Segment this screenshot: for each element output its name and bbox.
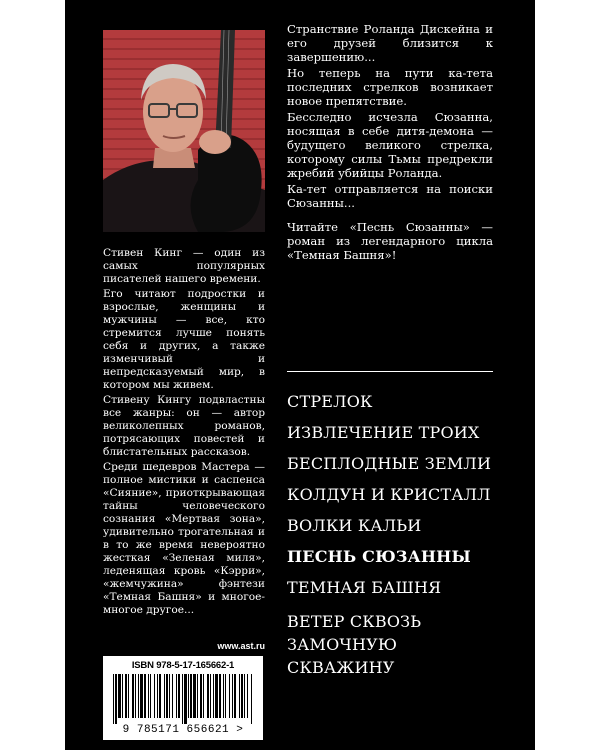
bio-paragraph: Стивен Кинг — один из самых популярных писателей нашего времени. xyxy=(103,247,265,285)
isbn-barcode xyxy=(103,656,263,740)
series-list xyxy=(287,393,517,679)
author-photo xyxy=(103,30,265,232)
series-item: КОЛДУН И КРИСТАЛЛ xyxy=(287,485,491,504)
series-item-line: СКВАЖИНУ xyxy=(287,658,395,677)
annotation-paragraph: Бесследно исчезла Сюзанна, носящая в себе дитя-демона — будущего великого стрелка, которому силы Тьмы предрекли жребий убийцы Роланда. xyxy=(287,110,493,180)
series-item-current: ПЕСНЬ СЮЗАННЫ xyxy=(287,547,471,566)
series-item: БЕСПЛОДНЫЕ ЗЕМЛИ xyxy=(287,454,492,473)
series-item-line: ЗАМОЧНУЮ xyxy=(287,635,398,654)
isbn-label: ISBN 978-5-17-165662-1 xyxy=(131,660,235,671)
series-item: ТЕМНАЯ БАШНЯ xyxy=(287,578,442,597)
annotation-paragraph: Странствие Роланда Дискейна и его друзей близится к завершению... xyxy=(287,22,493,64)
annotation-closing: Читайте «Песнь Сюзанны» — роман из легендарного цикла «Темная Башня»! xyxy=(287,220,493,262)
series-item: ИЗВЛЕЧЕНИЕ ТРОИХ xyxy=(287,423,480,442)
annotation-paragraph: Ка-тет отправляется на поиски Сюзанны... xyxy=(287,182,493,210)
author-bio xyxy=(103,247,265,619)
publisher-website: www.ast.ru xyxy=(217,641,265,651)
series-item: ВОЛКИ КАЛЬИ xyxy=(287,516,422,535)
series-item: СТРЕЛОК xyxy=(287,392,373,411)
book-back-cover xyxy=(65,0,535,750)
annotation-paragraph: Но теперь на пути ка-тета последних стрелков возникает новое препятствие. xyxy=(287,66,493,108)
barcode-digits: 9 785171 656621 > xyxy=(122,724,244,736)
bio-paragraph: Среди шедевров Мастера — полное мистики и саспенса «Сияние», приоткрывающая тайны человеческого сознания «Мертвая зона», удивительно трогательная и в то же время невероятно жесткая «Зеленая миля», леденящая кровь «Кэрри», «жемчужина» фэнтези «Темная Башня» и многое-многое другое... xyxy=(103,461,265,616)
bio-paragraph: Его читают подростки и взрослые, женщины и мужчины — все, кто стремится лучше понять себя и других, а также изменчивый и непредсказуемый мир, в котором мы живем. xyxy=(103,288,265,391)
barcode-icon xyxy=(109,674,257,724)
divider xyxy=(287,371,493,372)
series-item xyxy=(287,610,517,679)
book-annotation xyxy=(287,22,493,264)
series-item-line: ВЕТЕР СКВОЗЬ xyxy=(287,612,422,631)
bio-paragraph: Стивену Кингу подвластны все жанры: он — автор великолепных романов, потрясающих повестей и блистательных рассказов. xyxy=(103,394,265,458)
